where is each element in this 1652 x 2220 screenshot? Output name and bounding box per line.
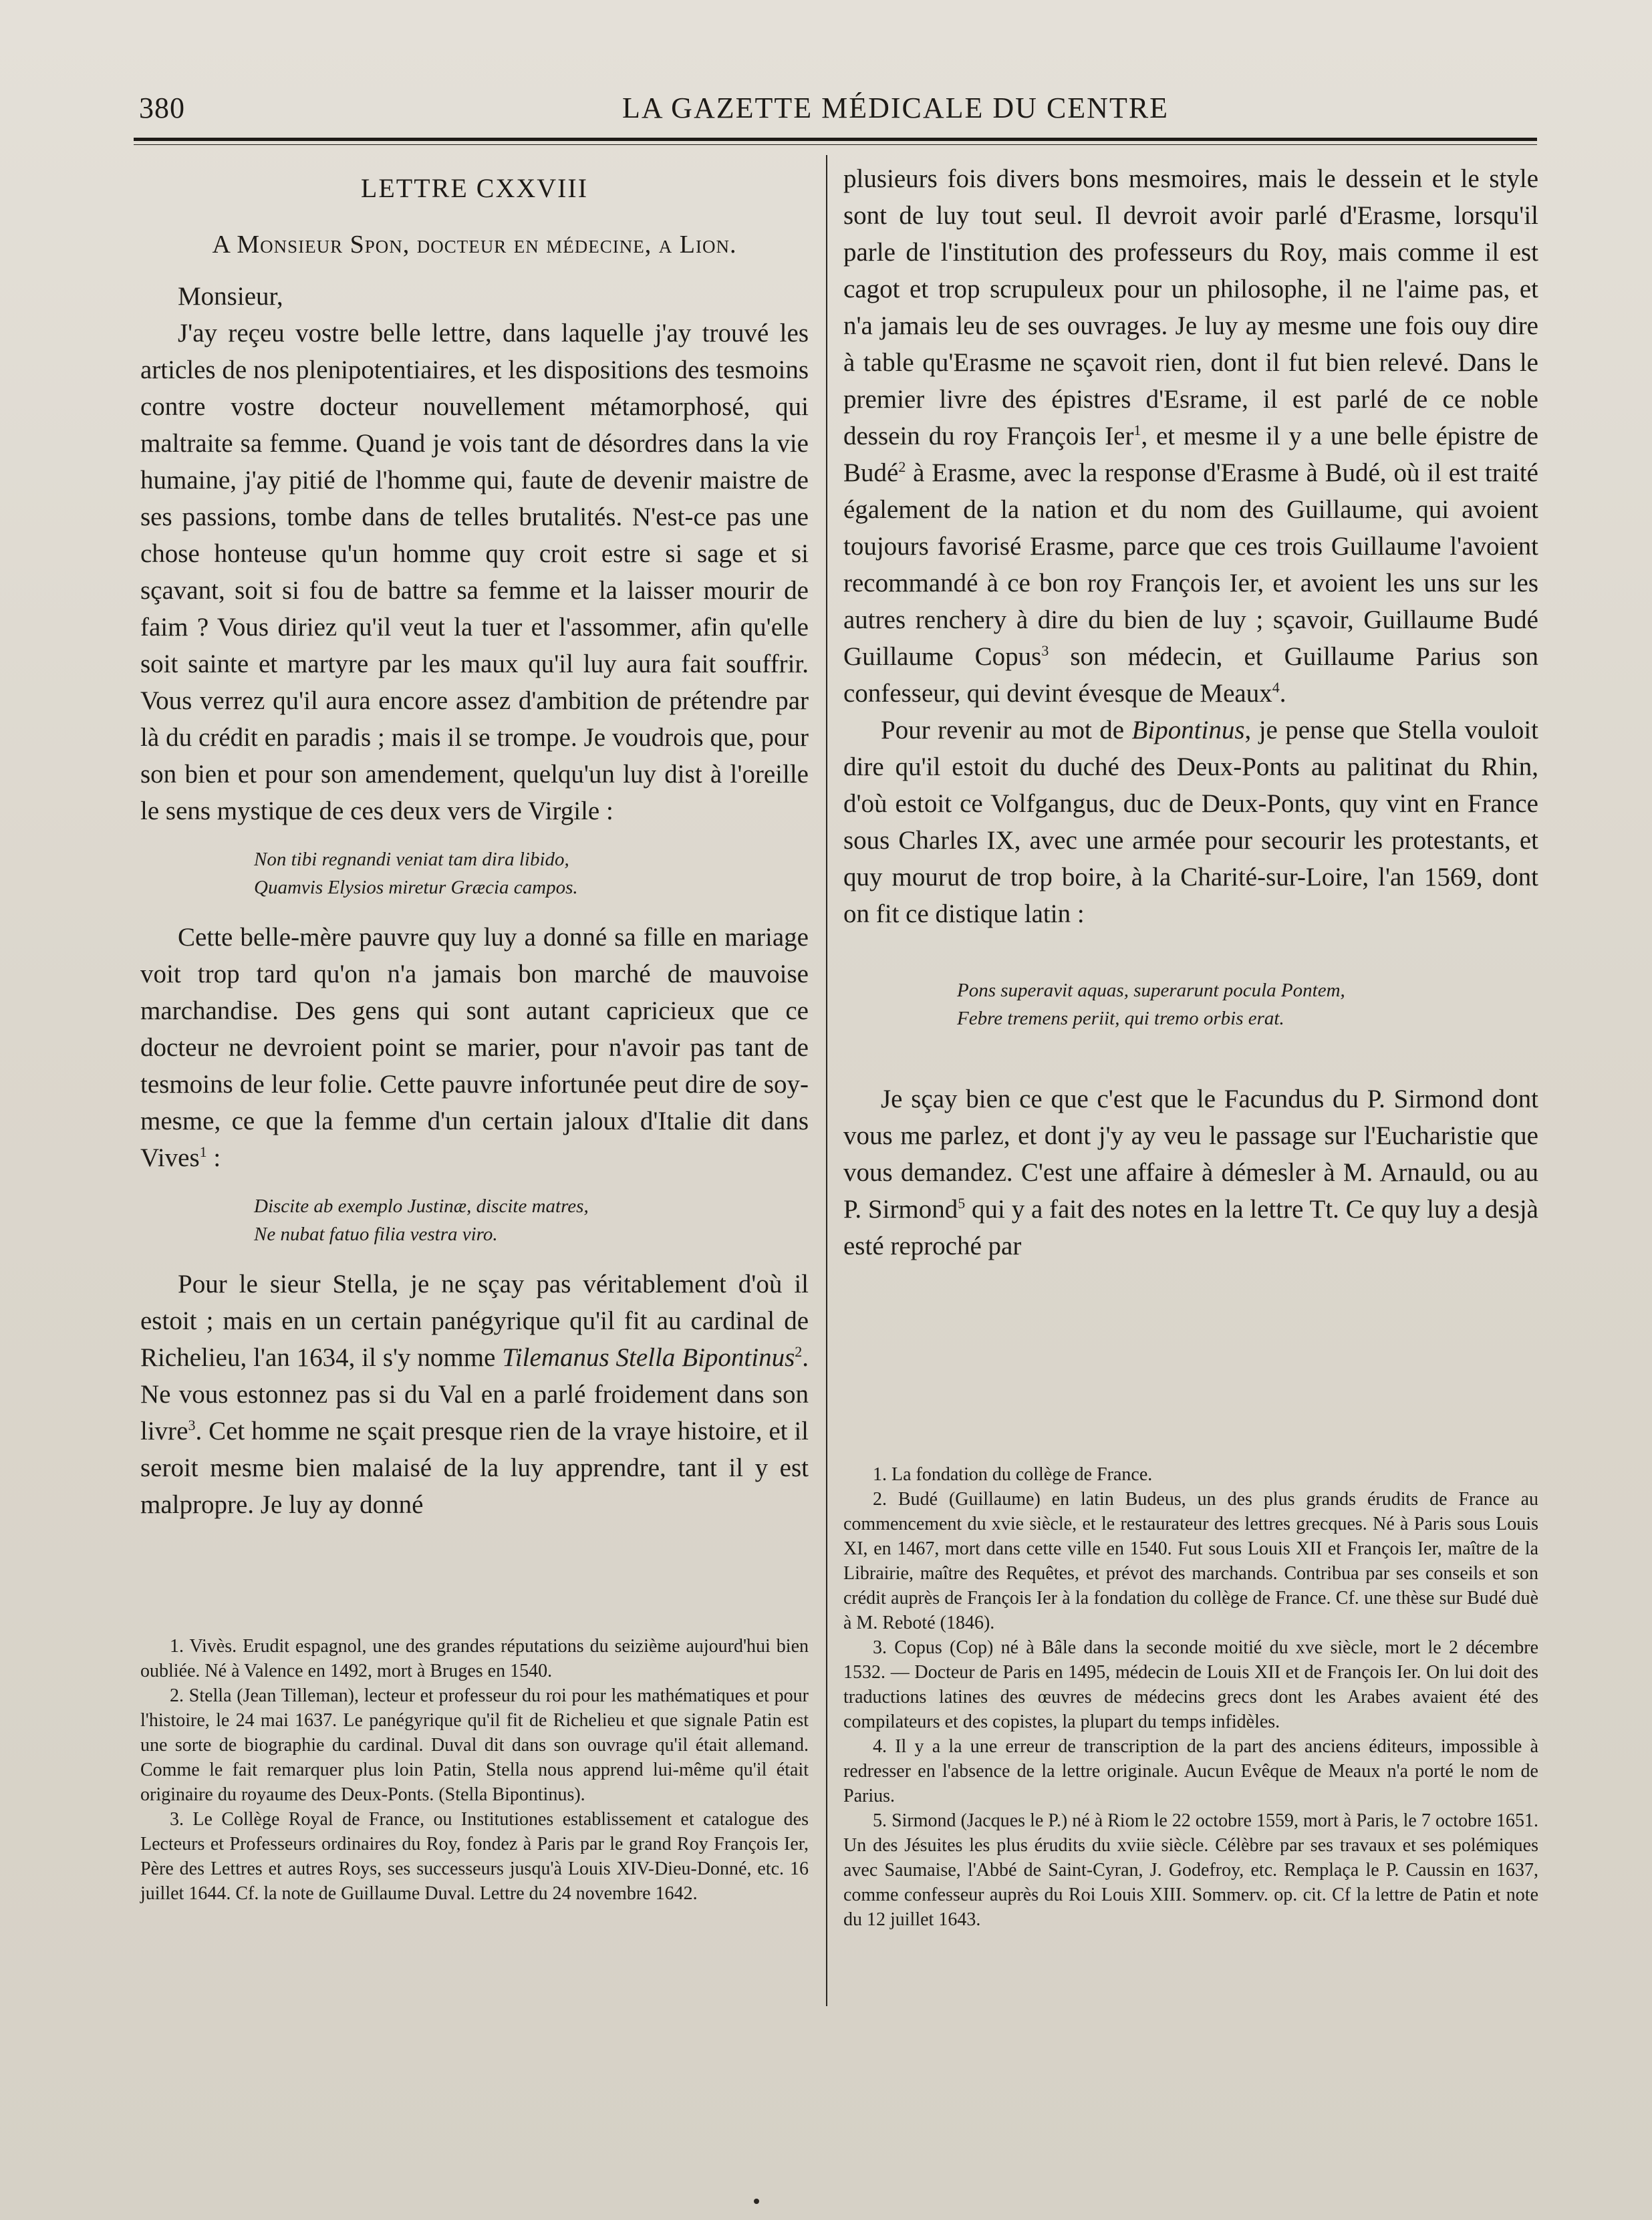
- paragraph-text: Cette belle-mère pauvre quy luy a donné sa fille en mariage voit trop tard qu'on n'a jamais bon marché de mauvoise marchandise. Des gens qui sont autant capricieux que ce docteur ne devroient point se marier, pour n'avoir pas tant de tesmoins de leur folie. Cette pauvre infortunée peut dire de soy-mesme, ce que la femme d'un certain jaloux d'Italie dit dans Vives: [140, 923, 809, 1172]
- salutation: Monsieur,: [178, 282, 283, 311]
- paragraph: [140, 919, 809, 1176]
- column-divider: [826, 155, 827, 2006]
- page-number: 380: [139, 92, 185, 124]
- page-header: [134, 86, 1537, 132]
- paragraph-text: Pour le sieur Stella, je ne sçay pas véritablement d'où il estoit ; mais en un certain panégyrique qu'il fit au cardinal de Richelieu, l'an 1634, il s'y nomme: [140, 1270, 809, 1372]
- footnote-ref: 3: [1041, 642, 1049, 659]
- paragraph: J'ay reçeu vostre belle lettre, dans laquelle j'ay trouvé les articles de nos plenipotentiaires, et les dispositions des tesmoins contre vostre docteur nouvellement métamorphosé, qui maltraite sa femme. Quand je vois tant de désordres dans la vie humaine, j'ay pitié de l'homme qui, faute de devenir maistre de ses passions, tombe dans de telles brutalités. N'est-ce pas une chose honteuse qu'un homme quy croit estre si sage et si sçavant, soit si fou de battre sa femme et la laisser mourir de faim ? Vous diriez qu'il veut la tuer et l'assommer, afin qu'elle soit sainte et martyre par les maux qu'il luy aura fait souffrir. Vous verrez qu'il aura encore assez d'ambition de prétendre par là du crédit en paradis ; mais il se trompe. Je voudrois que, pour son bien et pour son amendement, quelqu'un luy dist à l'oreille le sens mystique de ces deux vers de Virgile :: [140, 319, 809, 825]
- verse-line: Pons superavit aquas, superarunt pocula Pontem,: [957, 980, 1345, 1001]
- paragraph: [843, 712, 1538, 932]
- paragraph-text: à Erasme, avec la response d'Erasme à Budé, où il est traité également de la nation et du nom des Guillaume, qui avoient toujours favorisé Erasme, parce que ces trois Guillaume l'avoient recommandé à ce bon roy François Ier, et avoient les uns sur les autres renchery à dire du bien de luy ; sçavoir, Guillaume Budé Guillaume Copus: [843, 458, 1538, 671]
- verse-line: Febre tremens periit, qui tremo orbis erat.: [957, 1008, 1284, 1029]
- footnote-ref: 1: [1133, 422, 1141, 438]
- paragraph-text: , et mesme il y a une belle épistre de Budé: [843, 422, 1538, 487]
- right-column: [843, 160, 1538, 1264]
- header-rule-thin: [134, 144, 1537, 145]
- letter-addressee: A Monsieur Spon, docteur en médecine, a Lion.: [212, 231, 737, 259]
- paragraph-text: qui y a fait des notes en la lettre Tt. Ce quy luy a desjà esté reproché par: [843, 1195, 1538, 1260]
- verse-line: Ne nubat fatuo filia vestra viro.: [254, 1224, 498, 1245]
- verse-distich: [843, 976, 1538, 1032]
- footnote-ref: 1: [199, 1143, 207, 1160]
- paragraph-italic: Bipontinus: [1131, 716, 1245, 744]
- footnote: 1. La fondation du collège de France.: [873, 1464, 1153, 1485]
- left-footnotes: [140, 1634, 809, 1906]
- ink-dot: [754, 2199, 759, 2204]
- paragraph-text: son médecin, et Guillaume Parius son confesseur, qui devint évesque de Meaux: [843, 642, 1538, 708]
- footnote: 2. Stella (Jean Tilleman), lecteur et professeur du roi pour les mathématiques et pour l'histoire, le 24 mai 1637. Le panégyrique qu'il fit de Richelieu et que signale Patin est une sorte de biographie du cardinal. Duval dit dans son ouvrage qu'il était allemand. Comme le fait remarquer plus loin Patin, Stella nous apprend lui-même qu'il était originaire du royaume des Deux-Ponts. (Stella Bipontinus).: [140, 1685, 809, 1805]
- footnote: 3. Le Collège Royal de France, ou Institutiones establissement et catalogue des Lecteurs et Professeurs ordinaires du Roy, fondez à Paris par le grand Roy François Ier, Père des Lettres et autres Roys, ses successeurs jusqu'à Louis XIV-Dieu-Donné, etc. 16 juillet 1644. Cf. la note de Guillaume Duval. Lettre du 24 novembre 1642.: [140, 1809, 809, 1904]
- paragraph-text: . Cet homme ne sçait presque rien de la vraye histoire, et il seroit mesme bien malaisé de la luy apprendre, tant il y est malpropre. Je luy ay donné: [140, 1417, 809, 1519]
- header-rule: [134, 138, 1537, 141]
- paragraph: [140, 1266, 809, 1523]
- footnote: 5. Sirmond (Jacques le P.) né à Riom le 22 octobre 1559, mort à Paris, le 7 octobre 1651. Un des Jésuites les plus érudits du xviie siècle. Célèbre par ses travaux et ses polémiques avec Saumaise, l'Abbé de Saint-Cyran, J. Godefroy, etc. Remplaça le P. Caussin en 1637, comme confesseur auprès du Roi Louis XIII. Sommerv. op. cit. Cf la lettre de Patin et note du 12 juillet 1643.: [843, 1810, 1538, 1930]
- footnote-ref: 2: [795, 1343, 803, 1360]
- paragraph-text: Pour revenir au mot de: [881, 716, 1132, 744]
- footnote-ref: 4: [1272, 679, 1280, 696]
- footnote: 3. Copus (Cop) né à Bâle dans la seconde moitié du xve siècle, mort le 2 décembre 1532. — Docteur de Paris en 1495, médecin de Louis XII et de François Ier. On lui doit des traductions latines des œuvres de médecins grecs dont les Arabes avaient été des compilateurs et des copistes, la plupart du temps infidèles.: [843, 1637, 1538, 1732]
- paragraph-italic: Tilemanus Stella Bipontinus: [502, 1343, 795, 1372]
- paragraph-text: .: [1279, 679, 1286, 708]
- verse-vives: [140, 1192, 809, 1248]
- verse-line: Quamvis Elysios miretur Græcia campos.: [254, 877, 578, 898]
- running-title: LA GAZETTE MÉDICALE DU CENTRE: [622, 92, 1169, 124]
- verse-line: Non tibi regnandi veniat tam dira libido,: [254, 849, 569, 870]
- paragraph-text: :: [206, 1143, 221, 1172]
- paragraph: [843, 160, 1538, 712]
- footnote: 4. Il y a la une erreur de transcription de la part des anciens éditeurs, impossible à redresser en l'absence de la lettre originale. Aucun Evêque de Meaux n'a porté le nom de Parius.: [843, 1736, 1538, 1806]
- footnote-ref: 3: [188, 1417, 196, 1433]
- paragraph-text: Je sçay bien ce que c'est que le Facundus du P. Sirmond dont vous me parlez, et dont j'y ay veu le passage sur l'Eucharistie que vous demandez. C'est une affaire à démesler à M. Arnauld, ou au P. Sirmond: [843, 1085, 1538, 1224]
- verse-line: Discite ab exemplo Justinæ, discite matres,: [254, 1196, 589, 1217]
- right-footnotes: [843, 1462, 1538, 1932]
- letter-title: LETTRE CXXVIII: [360, 173, 589, 203]
- footnote-ref: 5: [958, 1195, 966, 1212]
- left-column: [140, 160, 809, 1523]
- footnote: 2. Budé (Guillaume) en latin Budeus, un des plus grands érudits de France au commencement du xvie siècle, et le restaurateur des lettres grecques. Né à Paris sous Louis XI, en 1467, mort dans cette ville en 1540. Fut sous Louis XII et François Ier, maître de la Librairie, maître des Requêtes, et prévot des marchands. Contribua par ses conseils et son crédit auprès de François Ier à la fondation du collège de France. Cf. une thèse sur Budé duè à M. Reboté (1846).: [843, 1489, 1538, 1633]
- paragraph-text: . Ne vous estonnez pas si du Val en a parlé froidement dans son livre: [140, 1343, 809, 1445]
- verse-virgil: [140, 845, 809, 901]
- footnote-ref: 2: [898, 458, 906, 475]
- paragraph-text: , je pense que Stella vouloit dire qu'il estoit du duché des Deux-Ponts au palitinat du Rhin, d'où estoit ce Volfgangus, duc de Deux-Ponts, quy vint en France sous Charles IX, avec une armée pour secourir les protestants, et quy mourut de trop boire, à la Charité-sur-Loire, l'an 1569, dont on fit ce distique latin :: [843, 716, 1538, 928]
- footnote: 1. Vivès. Erudit espagnol, une des grandes réputations du seizième aujourd'hui bien oubliée. Né à Valence en 1492, mort à Bruges en 1540.: [140, 1636, 809, 1681]
- paragraph-text: plusieurs fois divers bons mesmoires, mais le dessein et le style sont de luy tout seul. Il devroit avoir parlé d'Erasme, lorsqu'il parle de l'institution des professeurs du Roy, mais comme il est cagot et trop scrupuleux pour un philosophe, il ne l'aime pas, et n'a jamais leu de ses ouvrages. Je luy ay mesme une fois ouy dire à table qu'Erasme ne sçavoit rien, dont il fut bien relevé. Dans le premier livre des épistres d'Esrame, il est parlé de ce noble dessein du roy François Ier: [843, 164, 1538, 450]
- paragraph: [843, 1081, 1538, 1264]
